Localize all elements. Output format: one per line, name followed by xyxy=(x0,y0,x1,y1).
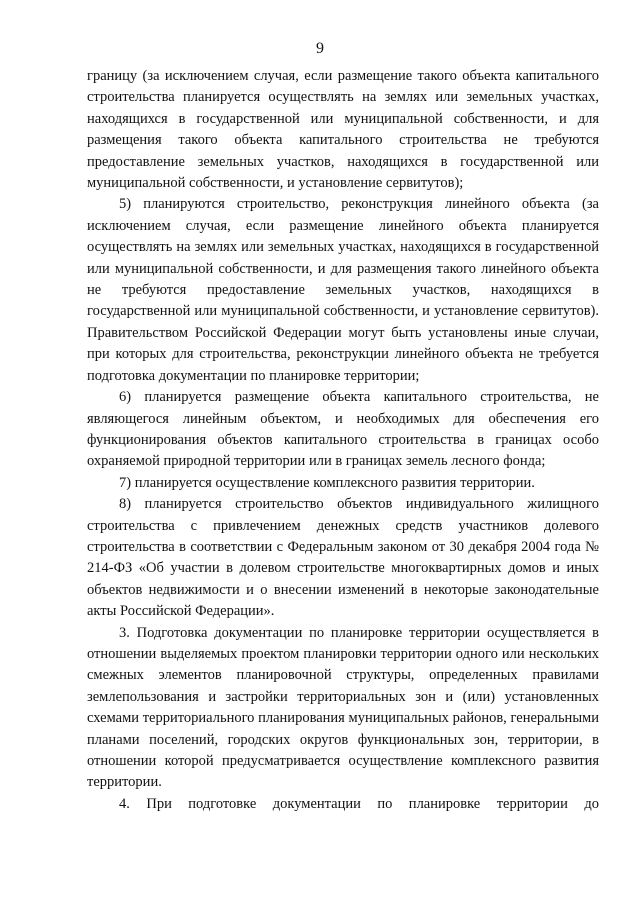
paragraph: 3. Подготовка документации по планировке территории осуществляется в отношении выделяемых проектом планировки территории одного или нескольких смежных элементов планировочной структуры, определенных правилами землепользования и застройки территориальных зон и (или) установленных схемами территориального планирования муниципальных районов, генеральными планами поселений, городских округов функциональных зон, территории, в отношении которой предусматривается осуществление комплексного развития территории. xyxy=(87,624,599,791)
paragraph: 6) планируется размещение объекта капитального строительства, не являющегося линейным объектом, и необходимых для обеспечения его функционирования объектов капитального строительства в границах особо охраняемой природной территории или в границах земель лесного фонда; xyxy=(87,389,599,470)
paragraph: 4. При подготовке документации по планировке территории до xyxy=(119,795,599,812)
body-text xyxy=(87,66,599,815)
paragraph: 8) планируется строительство объектов индивидуального жилищного строительства с привлечением денежных средств участников долевого строительства в соответствии с Федеральным законом от 30 декабря 2004 года № 214-ФЗ «Об участии в долевом строительстве многоквартирных домов и иных объектов недвижимости и о внесении изменений в некоторые законодательные акты Российской Федерации». xyxy=(87,496,599,620)
paragraph: границу (за исключением случая, если размещение такого объекта капитального строительства планируется осуществлять на землях или земельных участках, находящихся в государственной или муниципальной собственности, и для размещения такого объекта капитального строительства не требуются предоставление земельных участков, находящихся в государственной или муниципальной собственности, и установление сервитутов); xyxy=(87,68,599,192)
page-number: 9 xyxy=(316,40,324,57)
paragraph: 7) планируется осуществление комплексного развития территории. xyxy=(119,474,535,491)
paragraph: 5) планируются строительство, реконструкция линейного объекта (за исключением случая, если размещение линейного объекта планируется осуществлять на землях или земельных участках, находящихся в государственной или муниципальной собственности, и для размещения такого линейного объекта не требуются предоставление земельных участков, находящихся в государственной или муниципальной собственности, и установление сервитутов). Правительством Российской Федерации могут быть установлены иные случаи, при которых для строительства, реконструкции линейного объекта не требуется подготовка документации по планировке территории; xyxy=(87,196,599,384)
